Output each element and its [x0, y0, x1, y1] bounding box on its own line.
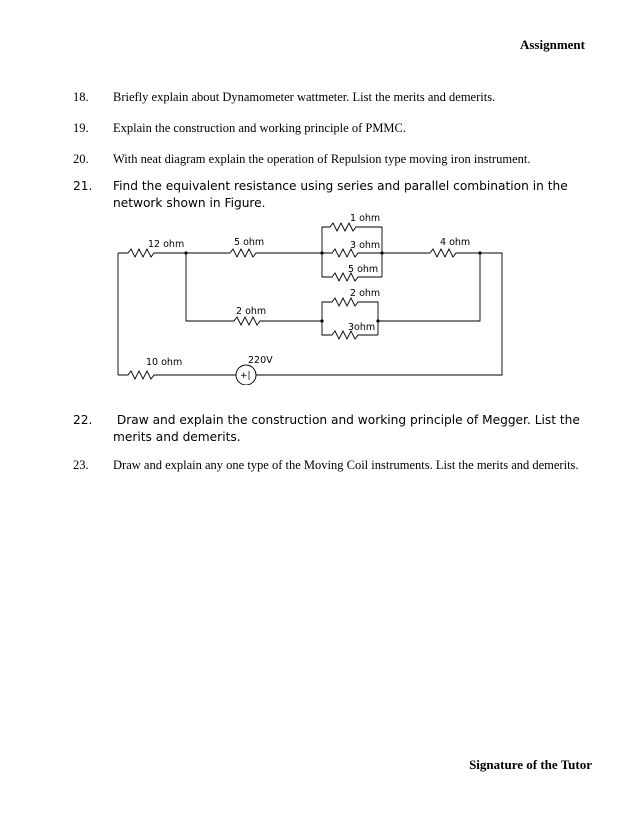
question-text: With neat diagram explain the operation of Repulsion type moving iron instrument.: [113, 152, 531, 166]
question-number: 22.: [73, 413, 93, 427]
source-symbol: +|: [240, 371, 251, 381]
page-header: Assignment: [519, 37, 585, 52]
resistor-label-2ohm-b: 2 ohm: [236, 306, 267, 317]
question-text: Explain the construction and working principle of PMMC.: [113, 121, 407, 135]
resistor-label-3ohm-a: 3 ohm: [350, 240, 381, 251]
question-number: 18.: [73, 90, 89, 104]
question-text: Draw and explain any one type of the Moving Coil instruments. List the merits and demerits.: [113, 458, 579, 472]
resistor-label-3ohm-b: 3ohm: [348, 322, 376, 333]
question-number: 23.: [73, 458, 89, 472]
question-22: [73, 412, 593, 446]
resistor-label-5ohm-a: 5 ohm: [234, 237, 265, 248]
circuit-junctions: [184, 251, 481, 322]
question-18: [73, 89, 593, 106]
question-number: 19.: [73, 121, 89, 135]
resistor-label-4ohm: 4 ohm: [440, 237, 471, 248]
resistor-label-5ohm-b: 5 ohm: [348, 264, 379, 275]
question-text: Find the equivalent resistance using series and parallel combination in the network shown in Figure.: [113, 179, 568, 210]
question-number: 20.: [73, 152, 89, 166]
resistor-label-1ohm: 1 ohm: [350, 213, 381, 224]
circuit-diagram: [110, 205, 520, 385]
tutor-signature-label: Signature of the Tutor: [469, 757, 592, 772]
question-19: [73, 120, 593, 137]
resistor-label-12ohm: 12 ohm: [148, 239, 185, 250]
question-number: 21.: [73, 179, 93, 193]
question-text: Draw and explain the construction and working principle of Megger. List the merits and demerits.: [113, 413, 580, 444]
question-text: Briefly explain about Dynamometer wattmeter. List the merits and demerits.: [113, 90, 496, 104]
resistor-label-10ohm: 10 ohm: [146, 357, 183, 368]
resistor-label-2ohm-a: 2 ohm: [350, 288, 381, 299]
question-23: [73, 457, 593, 474]
source-label: 220V: [248, 355, 273, 366]
question-20: [73, 151, 593, 168]
